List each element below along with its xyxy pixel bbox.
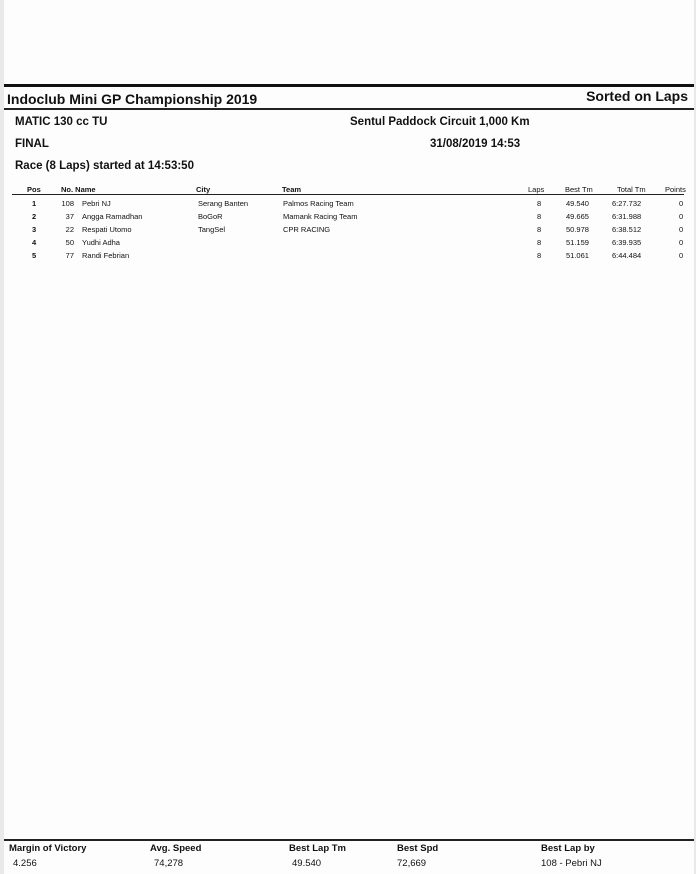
- best-lap-tm-label: Best Lap Tm: [289, 843, 347, 854]
- best-lap-by-value: 108 - Pebri NJ: [541, 858, 602, 869]
- race-info: Race (8 Laps) started at 14:53:50: [15, 160, 194, 172]
- best-lap-by-label: Best Lap by: [541, 843, 595, 854]
- session-datetime: 31/08/2019 14:53: [430, 138, 521, 150]
- session-name: FINAL: [15, 138, 49, 150]
- row-best-tm: 49.665: [566, 212, 589, 221]
- col-team: Team: [282, 185, 302, 194]
- row-name: Angga Ramadhan: [82, 212, 143, 221]
- row-number: 77: [65, 251, 74, 260]
- row-points: 0: [679, 251, 684, 260]
- avg-speed-label: Avg. Speed: [150, 843, 202, 854]
- row-pos: 1: [32, 199, 37, 208]
- row-number: 22: [65, 225, 74, 234]
- row-number: 37: [65, 212, 74, 221]
- best-spd-value: 72,669: [397, 858, 427, 869]
- row-best-tm: 51.159: [566, 238, 589, 247]
- margin-of-victory-value: 4.256: [13, 858, 37, 869]
- row-pos: 2: [32, 212, 37, 221]
- margin-of-victory-label: Margin of Victory: [9, 843, 87, 854]
- row-pos: 5: [32, 251, 37, 260]
- row-laps: 8: [537, 251, 542, 260]
- row-pos: 4: [32, 238, 37, 247]
- row-pos: 3: [32, 225, 37, 234]
- row-total-tm: 6:44.484: [612, 251, 642, 260]
- row-team: CPR RACING: [283, 225, 331, 234]
- row-total-tm: 6:31.988: [612, 212, 642, 221]
- row-total-tm: 6:27.732: [612, 199, 642, 208]
- results-sheet: [4, 0, 694, 874]
- col-pos: Pos: [27, 185, 41, 194]
- footer-rule: [4, 839, 694, 841]
- row-name: Pebri NJ: [82, 199, 111, 208]
- col-city: City: [196, 185, 211, 194]
- col-laps: Laps: [528, 185, 545, 194]
- col-no-name: No. Name: [61, 185, 96, 194]
- row-name: Yudhi Adha: [82, 238, 120, 247]
- row-city: BoGoR: [198, 212, 223, 221]
- table-header-rule: [12, 194, 684, 195]
- row-points: 0: [679, 199, 684, 208]
- row-best-tm: 50.978: [566, 225, 589, 234]
- row-total-tm: 6:39.935: [612, 238, 642, 247]
- row-name: Respati Utomo: [82, 225, 132, 234]
- circuit-name: Sentul Paddock Circuit 1,000 Km: [350, 116, 530, 128]
- row-best-tm: 49.540: [566, 199, 589, 208]
- best-spd-label: Best Spd: [397, 843, 439, 854]
- col-total-tm: Total Tm: [617, 185, 646, 194]
- row-laps: 8: [537, 238, 542, 247]
- row-laps: 8: [537, 199, 542, 208]
- row-name: Randi Febrian: [82, 251, 130, 260]
- row-number: 108: [61, 199, 74, 208]
- row-city: Serang Banten: [198, 199, 249, 208]
- row-total-tm: 6:38.512: [612, 225, 642, 234]
- row-city: TangSel: [198, 225, 226, 234]
- col-best-tm: Best Tm: [565, 185, 593, 194]
- row-points: 0: [679, 212, 684, 221]
- avg-speed-value: 74,278: [154, 858, 184, 869]
- col-points: Points: [665, 185, 686, 194]
- row-points: 0: [679, 225, 684, 234]
- event-title: Indoclub Mini GP Championship 2019: [7, 91, 258, 107]
- best-lap-tm-value: 49.540: [292, 858, 322, 869]
- header-top-rule: [4, 84, 694, 87]
- row-team: Mamank Racing Team: [283, 212, 358, 221]
- row-best-tm: 51.061: [566, 251, 589, 260]
- row-laps: 8: [537, 225, 542, 234]
- row-number: 50: [65, 238, 74, 247]
- row-team: Palmos Racing Team: [283, 199, 354, 208]
- row-points: 0: [679, 238, 684, 247]
- class-name: MATIC 130 cc TU: [15, 116, 108, 128]
- sort-label: Sorted on Laps: [586, 88, 688, 104]
- row-laps: 8: [537, 212, 542, 221]
- header-rule: [4, 108, 694, 110]
